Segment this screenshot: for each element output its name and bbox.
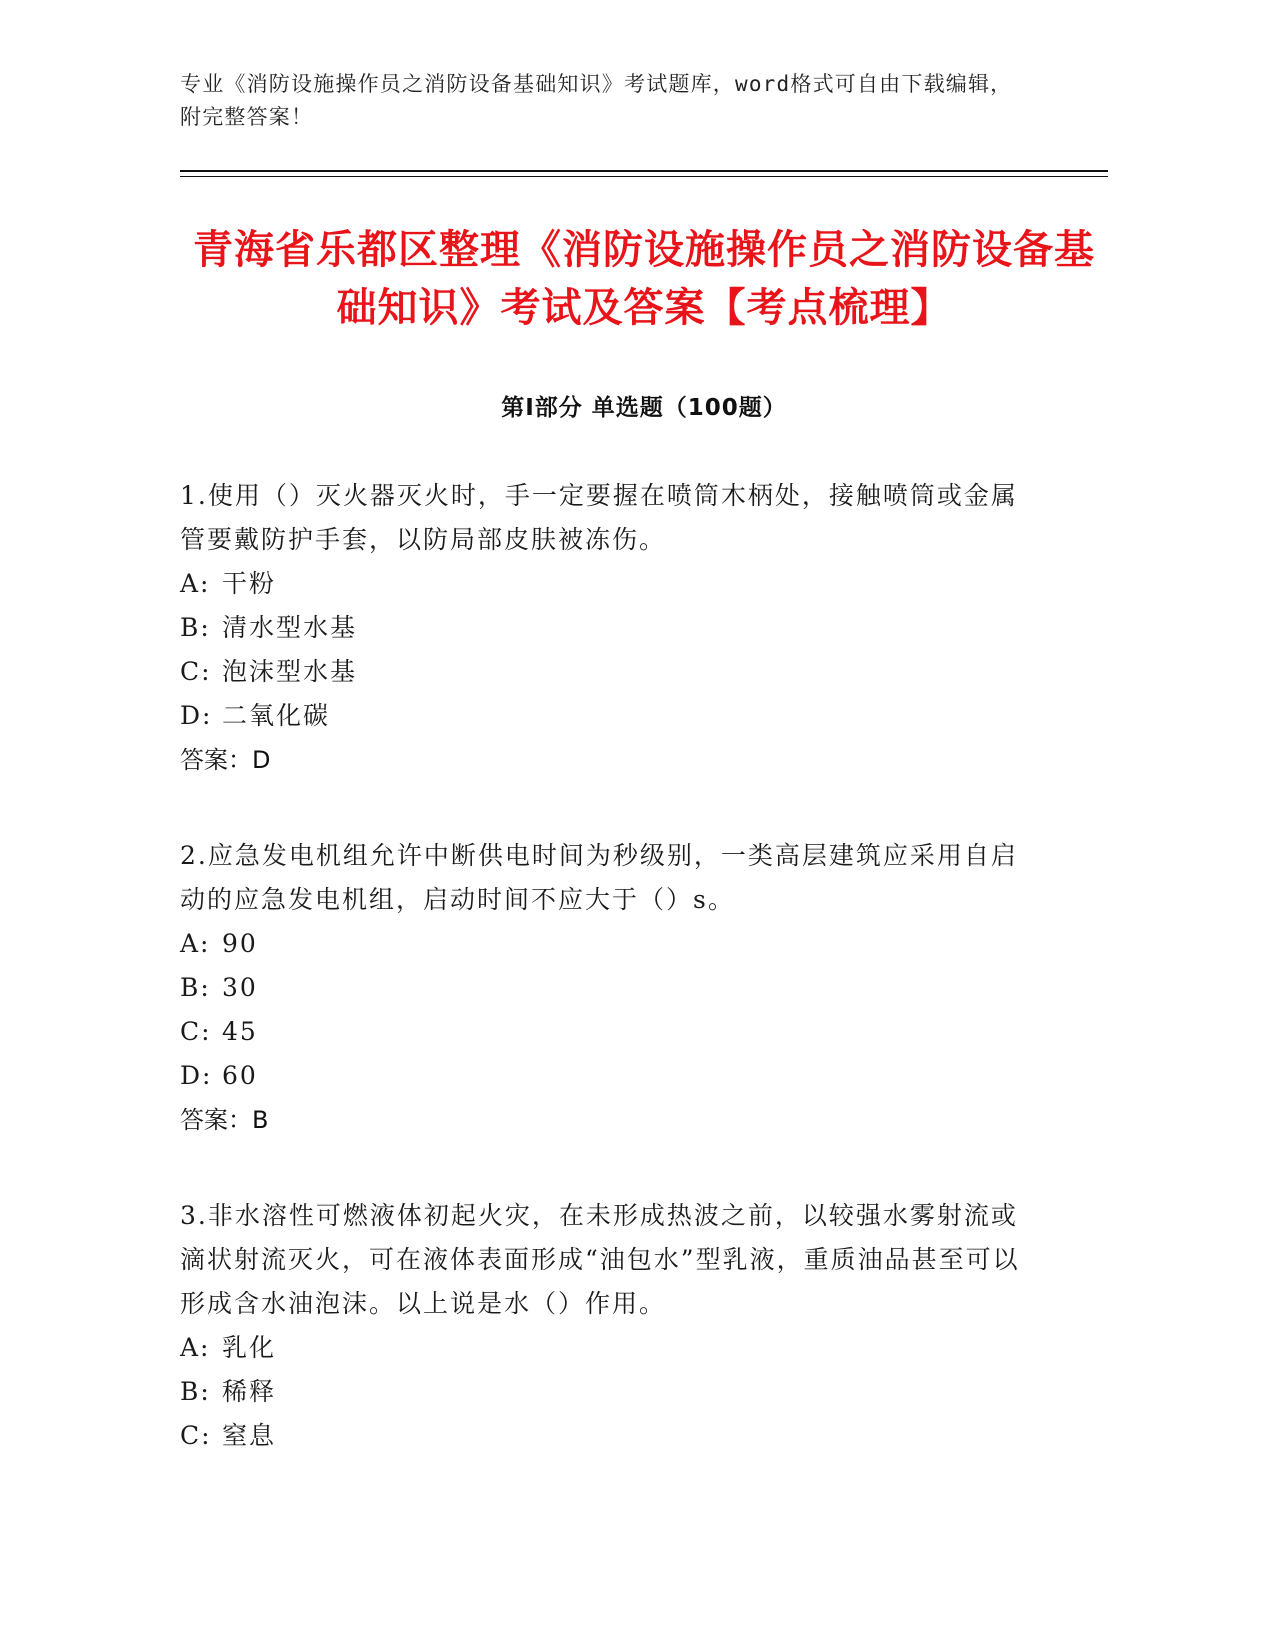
header-note: 专业《消防设施操作员之消防设备基础知识》考试题库，word格式可自由下载编辑，附完整答案！ (180, 72, 1013, 129)
option-c (180, 1414, 1108, 1458)
header-divider (180, 170, 1108, 177)
option-key: A: (180, 569, 211, 598)
answer-label: 答案： (180, 746, 252, 774)
question-stem: 2.应急发电机组允许中断供电时间为秒级别，一类高层建筑应采用自启动的应急发电机组，启动时间不应大于（）s。 (180, 841, 1018, 914)
answer-label: 答案： (180, 1106, 252, 1134)
question-3 (180, 1194, 1108, 1458)
option-text: 窒息 (222, 1421, 277, 1450)
option-text: 二氧化碳 (222, 701, 331, 730)
divider-thick (180, 170, 1108, 172)
question-list (180, 474, 1108, 1458)
divider-thin (180, 176, 1108, 177)
question-stem: 3.非水溶性可燃液体初起火灾，在未形成热波之前，以较强水雾射流或滴状射流灭火，可在液体表面形成“油包水”型乳液，重质油品甚至可以形成含水油泡沫。以上说是水（）作用。 (180, 1201, 1020, 1318)
option-c (180, 1010, 1108, 1054)
option-a (180, 562, 1108, 606)
option-b (180, 606, 1108, 650)
option-d (180, 1054, 1108, 1098)
answer-line (180, 738, 1108, 782)
option-text: 稀释 (222, 1377, 277, 1406)
answer-line (180, 1098, 1108, 1142)
option-b (180, 966, 1108, 1010)
document-title: 青海省乐都区整理《消防设施操作员之消防设备基础知识》考试及答案【考点梳理】 (193, 227, 1095, 331)
option-key: A: (180, 1333, 211, 1362)
option-key: D: (180, 701, 213, 730)
section-heading: 第I部分 单选题（100题） (501, 395, 787, 421)
option-text: 干粉 (222, 569, 277, 598)
option-text: 乳化 (222, 1333, 277, 1362)
option-text: 30 (222, 973, 258, 1002)
option-key: D: (180, 1061, 213, 1090)
option-key: C: (180, 1017, 212, 1046)
answer-value: B (252, 1106, 269, 1134)
option-text: 45 (222, 1017, 258, 1046)
option-text: 90 (222, 929, 258, 958)
option-a (180, 1326, 1108, 1370)
option-b (180, 1370, 1108, 1414)
option-key: C: (180, 1421, 212, 1450)
option-key: B: (180, 1377, 211, 1406)
option-text: 清水型水基 (222, 613, 358, 642)
question-1 (180, 474, 1108, 782)
option-key: B: (180, 613, 211, 642)
question-stem: 1.使用（）灭火器灭火时，手一定要握在喷筒木柄处，接触喷筒或金属管要戴防护手套，以防局部皮肤被冻伤。 (180, 481, 1018, 554)
question-2 (180, 834, 1108, 1142)
document-page (180, 68, 1108, 1458)
option-key: A: (180, 929, 211, 958)
option-key: C: (180, 657, 212, 686)
option-a (180, 922, 1108, 966)
answer-value: D (252, 746, 271, 774)
option-text: 60 (222, 1061, 258, 1090)
option-key: B: (180, 973, 211, 1002)
option-d (180, 694, 1108, 738)
option-text: 泡沫型水基 (222, 657, 358, 686)
option-c (180, 650, 1108, 694)
